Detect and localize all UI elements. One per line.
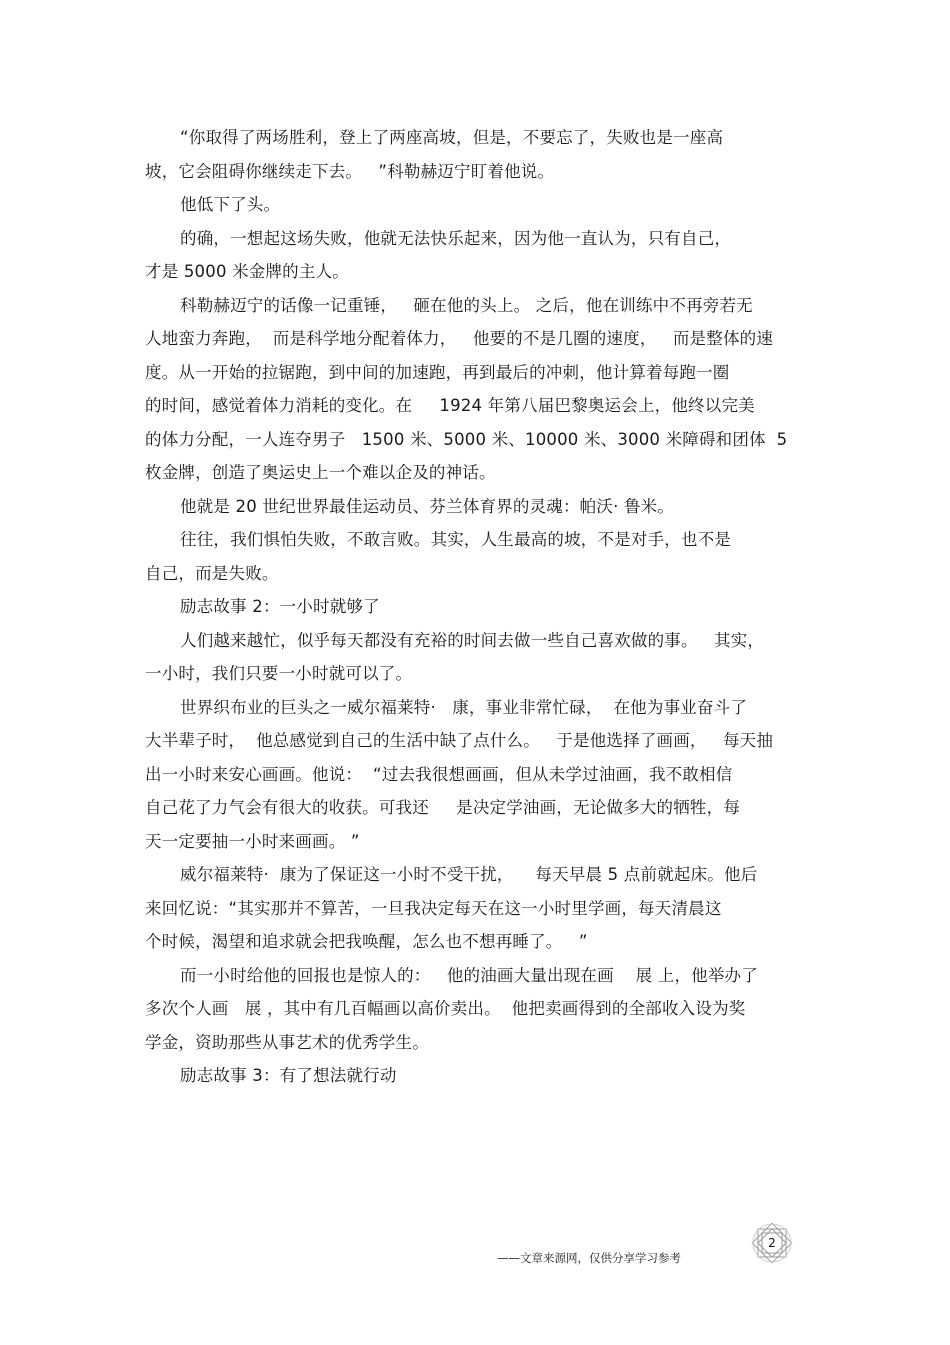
text-line: 他就是 20 世纪世界最佳运动员、芬兰体育界的灵魂：帕沃· 鲁米。 (180, 496, 675, 516)
text-line: 度。从一开始的拉锯跑，到中间的加速跑，再到最后的冲刺，他计算着每跑一圈 (145, 362, 730, 382)
text-line: 来回忆说：“其实那并不算苦，一旦我决定每天在这一小时里学画，每天清晨这 (145, 898, 722, 918)
text-line: 而一小时给他的回报也是惊人的： 他的油画大量出现在画 展 上，他举办了 (180, 965, 758, 985)
text-line: 励志故事 3：有了想法就行动 (180, 1066, 397, 1085)
text-line: 威尔福莱特· 康为了保证这一小时不受干扰， 每天早晨 5 点前就起床。他后 (180, 865, 758, 884)
text-line: 自己花了力气会有很大的收获。可我还 是决定学油画，无论做多大的牺牲，每 (145, 798, 741, 817)
text-line: 个时候，渴望和追求就会把我唤醒，怎么也不想再睡了。 ” (145, 932, 588, 951)
text-line: “你取得了两场胜利，登上了两座高坡，但是，不要忘了，失败也是一座高 (180, 128, 724, 147)
text-line: 人地蛮力奔跑， 而是科学地分配着体力， 他要的不是几圈的速度， 而是整体的速 (145, 329, 774, 348)
text-line: 天一定要抽一小时来画画。 ” (145, 831, 360, 851)
page-number-badge (748, 1219, 796, 1267)
text-line: 多次个人画 展 ，其中有几百幅画以高价卖出。 他把卖画得到的全部收入设为奖 (145, 999, 746, 1018)
text-line: 学金，资助那些从事艺术的优秀学生。 (145, 1032, 429, 1052)
page-number: 2 (768, 1236, 776, 1250)
text-line: 人们越来越忙，似乎每天都没有充裕的时间去做一些自己喜欢做的事。 其实， (180, 630, 765, 650)
text-line: 出一小时来安心画画。他说： “过去我很想画画，但从未学过油画，我不敢相信 (145, 764, 733, 784)
text-line: 世界织布业的巨头之一威尔福莱特· 康，事业非常忙碌， 在他为事业奋斗了 (180, 697, 748, 717)
document-body (145, 121, 815, 1093)
text-line: 才是 5000 米金牌的主人。 (145, 262, 349, 281)
text-line: 的时间，感觉着体力消耗的变化。在 1924 年第八届巴黎奥运会上，他终以完美 (145, 396, 755, 415)
text-line: 大半辈子时， 他总感觉到自己的生活中缺了点什么。 于是他选择了画画， 每天抽 (145, 731, 774, 750)
text-line: 的体力分配，一人连夺男子 1500 米、5000 米、10000 米、3000 米障碍和团体 5 (145, 429, 788, 449)
text-line: 一小时，我们只要一小时就可以了。 (145, 664, 413, 683)
text-line: 往往，我们惧怕失败，不敢言败。其实，人生最高的坡，不是对手，也不是 (180, 530, 732, 549)
text-line: 励志故事 2：一小时就够了 (180, 597, 380, 616)
text-line: 枚金牌，创造了奥运史上一个难以企及的神话。 (145, 463, 496, 482)
footer-source-note: ——文章来源网，仅供分享学习参考 (497, 1251, 681, 1265)
text-line: 自己，而是失败。 (145, 563, 279, 583)
text-line: 他低下了头。 (180, 195, 281, 214)
text-line: 科勒赫迈宁的话像一记重锤， 砸在他的头上。 之后，他在训练中不再旁若无 (180, 295, 753, 315)
text-line: 的确，一想起这场失败，他就无法快乐起来，因为他一直认为，只有自己， (180, 228, 732, 248)
text-line: 坡，它会阻碍你继续走下去。 ”科勒赫迈宁盯着他说。 (145, 161, 555, 181)
